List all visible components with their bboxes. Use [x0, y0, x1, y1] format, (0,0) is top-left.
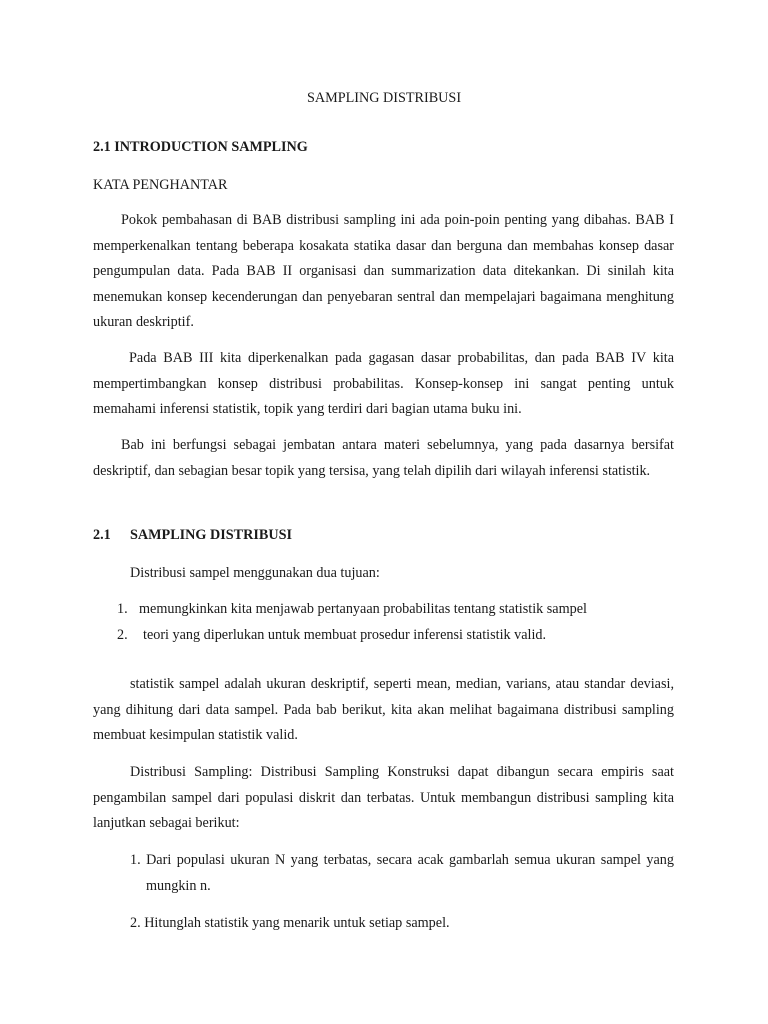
step-item-1: 1. Dari populasi ukuran N yang terbatas, secara acak gambarlah semua ukuran sampel yang mungkin n. — [130, 852, 674, 894]
paragraph-3-text: Bab ini berfungsi sebagai jembatan antara materi sebelumnya, yang pada dasarnya bersifat deskriptif, dan sebagian besar topik yang tersisa, yang telah dipilih dari wilayah inferensi statistik. — [93, 437, 674, 479]
purpose-item-2-number: 2. — [117, 627, 128, 643]
paragraph-5-text: Distribusi Sampling: Distribusi Sampling Konstruksi dapat dibangun secara empiris saat pengambilan sampel dari populasi diskrit dan terbatas. Untuk membangun distribusi sampling kita lanjutkan sebagai berikut: — [93, 764, 674, 831]
section-2-title: SAMPLING DISTRIBUSI — [130, 527, 293, 543]
paragraph-4 — [93, 672, 674, 749]
paragraph-4-text: statistik sampel adalah ukuran deskriptif, seperti mean, median, varians, atau standar deviasi, yang dihitung dari data sampel. Pada bab berikut, kita akan melihat bagaimana distribusi sampling membuat kesimpulan statistik valid. — [93, 676, 674, 743]
paragraph-5 — [93, 760, 674, 837]
kata-penghantar-heading: KATA PENGHANTAR — [93, 177, 228, 193]
paragraph-1 — [93, 208, 674, 336]
intro-line: Distribusi sampel menggunakan dua tujuan: — [130, 565, 380, 581]
purpose-item-1-text: memungkinkan kita menjawab pertanyaan probabilitas tentang statistik sampel — [139, 601, 587, 617]
purpose-item-2-text: teori yang diperlukan untuk membuat prosedur inferensi statistik valid. — [143, 627, 547, 643]
document-title: SAMPLING DISTRIBUSI — [306, 90, 462, 106]
step-item-2: 2. Hitunglah statistik yang menarik untuk setiap sampel. — [130, 915, 450, 931]
purpose-item-1-number: 1. — [117, 601, 128, 617]
paragraph-3 — [93, 433, 674, 484]
section-2-number: 2.1 — [93, 527, 111, 543]
paragraph-2 — [93, 346, 674, 423]
section-heading-introduction: 2.1 INTRODUCTION SAMPLING — [93, 139, 308, 155]
paragraph-2-text: Pada BAB III kita diperkenalkan pada gagasan dasar probabilitas, dan pada BAB IV kita mempertimbangkan konsep distribusi probabilitas. Konsep-konsep ini sangat penting untuk memahami inferensi statistik, topik yang terdiri dari bagian utama buku ini. — [93, 350, 674, 417]
paragraph-1-text: Pokok pembahasan di BAB distribusi sampling ini ada poin-poin penting yang dibahas. BAB I memperkenalkan tentang beberapa kosakata statika dasar dan berguna dan membahas konsep dasar pengumpulan data. Pada BAB II organisasi dan summarization data ditekankan. Di sinilah kita menemukan konsep kecenderungan dan penyebaran sentral dan mempelajari bagaimana menghitung ukuran deskriptif. — [93, 212, 674, 330]
